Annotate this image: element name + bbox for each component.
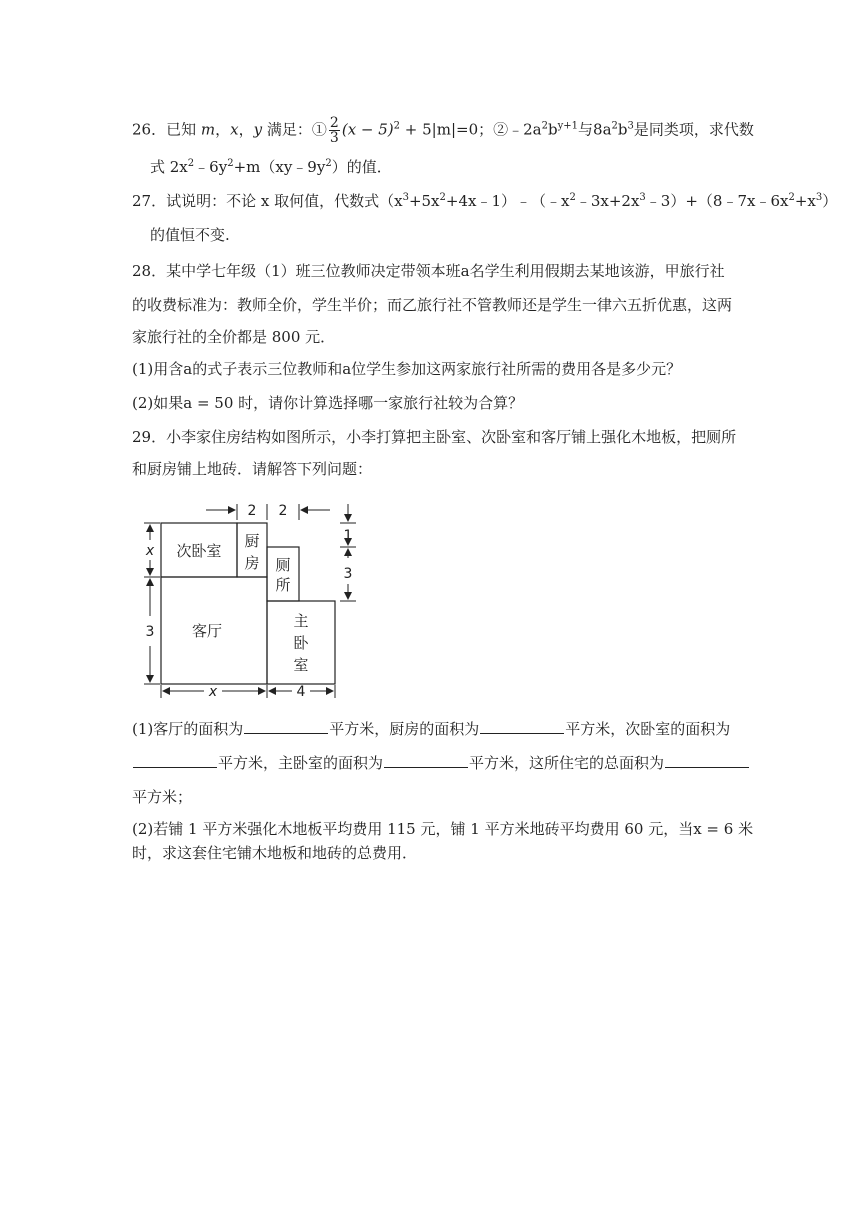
q26-expr-tail: + 5|m|=0； (400, 120, 494, 139)
q26-circle1: ① (311, 120, 327, 139)
q26-circle2: ② (493, 120, 509, 139)
q26-line2: 式 $2x^2﹣6y^2+m(xy﹣9y^2)$的值． (150, 158, 392, 176)
label-master-2: 卧 (293, 634, 309, 652)
q28-line1: 28．某中学七年级（1）班三位教师决定带领本班a名学生利用假期去某地该游，甲旅行社 (132, 262, 725, 280)
label-kitchen-1: 厨 (244, 532, 260, 550)
q28-line3: 家旅行社的全价都是 800 元． (132, 328, 336, 346)
label-master-1: 主 (293, 612, 309, 630)
floor-plan-diagram (140, 496, 370, 706)
q29-sub1-line2: 平方米，主卧室的面积为 平方米，这所住宅的总面积为 (132, 752, 750, 774)
label-second-bedroom: 次卧室 (176, 542, 222, 560)
dim-right-top: 1 (343, 528, 353, 544)
dim-left-top: x (145, 543, 155, 559)
q28-number: 28． (132, 262, 167, 280)
label-toilet-2: 所 (275, 576, 291, 594)
answer-blank-kitchen[interactable] (480, 718, 564, 734)
q27-line2: 的值恒不变. (150, 226, 230, 244)
q27-number: 27． (132, 192, 167, 210)
answer-blank-total[interactable] (665, 752, 749, 768)
q29-line1: 29．小李家住房结构如图所示，小李打算把主卧室、次卧室和客厅铺上强化木地板，把厕所 (132, 428, 737, 446)
q26-number: 26． (132, 120, 167, 139)
dim-bottom-right: 4 (296, 684, 306, 700)
q26-fraction: $\frac{2}{3}$ (329, 115, 339, 146)
dim-top-left: 2 (247, 503, 257, 519)
q29-line2: 和厨房铺上地砖．请解答下列问题： (132, 460, 373, 478)
q26-line1: 26．已知 m，x，y 满足：① $\frac{2}{3}$ $(x - 5)^2 + 5|m|=0$；$②﹣2a^2b^{y+1}$与$8a^2b^3$是同类项，求代数 (132, 115, 754, 146)
q29-sub2-line2: 时，求这套住宅铺木地板和地砖的总费用． (132, 844, 418, 862)
q28-sub1: (1)用含a的式子表示三位教师和a位学生参加这两家旅行社所需的费用各是多少元？ (132, 360, 682, 378)
answer-blank-living[interactable] (244, 718, 328, 734)
q29-number: 29． (132, 428, 167, 446)
dim-top-right: 2 (278, 503, 288, 519)
label-toilet-1: 厕 (275, 556, 291, 574)
label-living: 客厅 (191, 622, 223, 640)
q29-sub2-line1: (2)若铺 1 平方米强化木地板平均费用 115 元，铺 1 平方米地砖平均费用 60 元，当x = 6 米 (132, 820, 754, 838)
q28-line2: 的收费标准为：教师全价，学生半价；而乙旅行社不管教师还是学生一律六五折优惠，这两 (132, 296, 733, 314)
dim-bottom-left: x (208, 684, 218, 700)
q29-sub1-line3: 平方米； (132, 788, 193, 806)
answer-blank-master-bedroom[interactable] (384, 752, 468, 768)
label-master-3: 室 (293, 656, 309, 674)
q26-text: 已知 (166, 120, 197, 139)
q26-expr: (x − 5) (341, 120, 394, 139)
q27-line1: 27．试说明：不论 x 取何值，代数式$(x^3+5x^2+4x﹣1)﹣(﹣x^2﹣3x+2x^3﹣3)+(8﹣7x﹣6x^2+x^3)$ (132, 192, 838, 210)
dim-right-bottom: 3 (343, 566, 353, 582)
q28-sub2: (2)如果a = 50 时，请你计算选择哪一家旅行社较为合算？ (132, 394, 524, 412)
q26-text-b: 满足： (266, 120, 312, 139)
q29-sub1-line1: (1)客厅的面积为 平方米，厨房的面积为 平方米，次卧室的面积为 (132, 720, 731, 738)
dim-left-bottom: 3 (145, 624, 155, 640)
answer-blank-second-bedroom[interactable] (133, 752, 217, 768)
label-kitchen-2: 房 (244, 554, 260, 572)
